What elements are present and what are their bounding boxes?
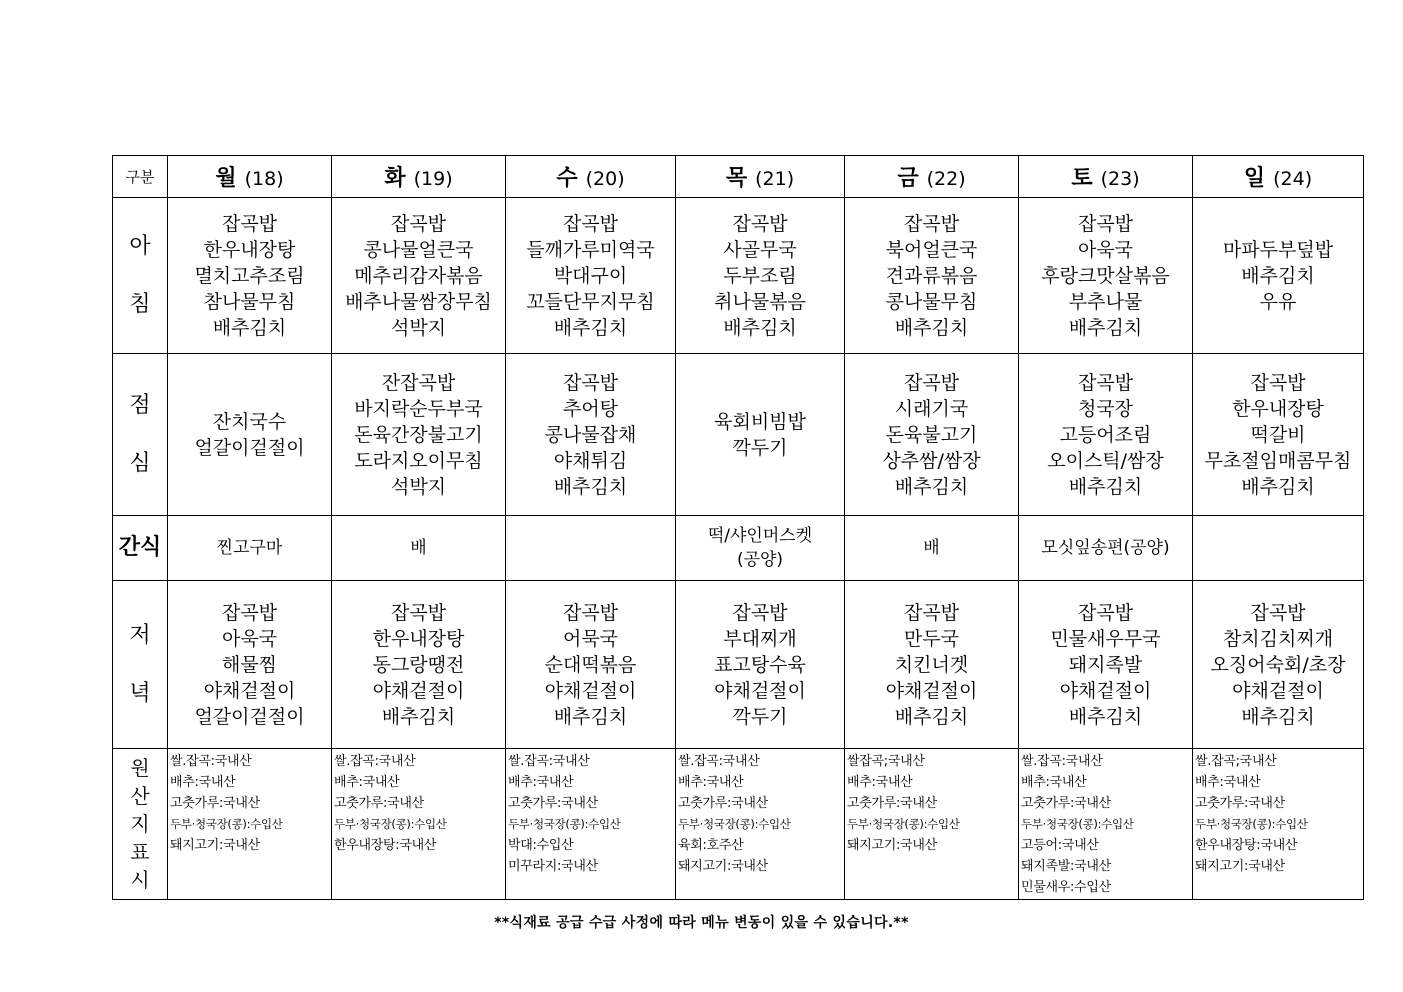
- menu-item: 잡곡밥: [1077, 371, 1134, 394]
- lunch-cell: [506, 354, 676, 516]
- lunch-cell: [1193, 354, 1364, 516]
- breakfast-cell: [845, 198, 1019, 354]
- breakfast-cell: [1193, 198, 1364, 354]
- menu-item: 잡곡밥: [903, 601, 960, 624]
- menu-item: 추어탕: [562, 397, 619, 420]
- menu-item: 부추나물: [1068, 290, 1143, 313]
- day-date: (21): [755, 168, 795, 190]
- menu-item: 배추김치: [381, 705, 456, 728]
- menu-item: 배추김치: [1241, 475, 1315, 498]
- label-char: 지: [130, 812, 150, 836]
- menu-item: 후랑크맛살볶음: [1041, 264, 1170, 287]
- day-header-wed: [506, 156, 676, 198]
- day-name: 토: [1071, 166, 1093, 191]
- lunch-cell: [1019, 354, 1193, 516]
- menu-item: 도라지오이무침: [354, 449, 483, 472]
- menu-item: 잡곡밥: [221, 601, 278, 624]
- day-header-mon: [168, 156, 332, 198]
- origin-cell: [332, 749, 506, 900]
- menu-item: 잡곡밥: [732, 601, 788, 624]
- snack-row: [113, 516, 1364, 581]
- menu-item: 야채튀김: [553, 449, 628, 472]
- dinner-cell: [1019, 581, 1193, 749]
- menu-item: 무초절임매콤무침: [1204, 449, 1352, 472]
- menu-item: (공양): [736, 550, 784, 570]
- menu-item: 콩나물잡채: [544, 423, 637, 446]
- menu-item: 석박지: [390, 475, 447, 498]
- menu-item: 깍두기: [732, 705, 788, 728]
- menu-item: 잔잡곡밥: [381, 371, 456, 394]
- menu-item: 잡곡밥: [562, 212, 619, 235]
- menu-item: 배추김치: [553, 705, 628, 728]
- origin-item: 두부·청국장(콩):수입산: [334, 817, 447, 831]
- origin-item: 배추:국내산: [334, 775, 400, 790]
- origin-item: 쌀잡곡;국내산: [847, 754, 925, 769]
- menu-item: 동그랑땡전: [372, 653, 465, 676]
- day-header-sat: [1019, 156, 1193, 198]
- origin-item: 돼지고기:국내산: [678, 859, 768, 874]
- menu-item: 메추리감자볶음: [354, 264, 483, 287]
- snack-cell: [1193, 516, 1364, 581]
- menu-item: 고등어조림: [1059, 423, 1152, 446]
- origin-item: 돼지고기:국내산: [1195, 859, 1285, 874]
- origin-item: 박대:수입산: [508, 838, 574, 853]
- snack-cell: [506, 516, 676, 581]
- menu-item: 잡곡밥: [221, 212, 278, 235]
- label-char: 점: [129, 392, 151, 418]
- menu-item: 잔치국수: [212, 410, 287, 433]
- menu-item: 들깨가루미역국: [526, 238, 655, 261]
- menu-item: 취나물볶음: [714, 290, 806, 313]
- menu-item: 잡곡밥: [562, 601, 619, 624]
- origin-item: 배추:국내산: [847, 775, 913, 790]
- origin-cell: [676, 749, 845, 900]
- origin-item: 두부·청국장(콩):수입산: [508, 817, 621, 831]
- origin-item: 미꾸라지:국내산: [508, 859, 598, 874]
- origin-item: 쌀.잡곡:국내산: [334, 754, 416, 769]
- menu-item: 표고탕수육: [714, 653, 806, 676]
- menu-item: 한우내장탕: [372, 627, 465, 650]
- label-char: 녁: [129, 680, 151, 706]
- menu-item: 아욱국: [221, 627, 278, 650]
- origin-item: 두부·청국장(콩):수입산: [1021, 817, 1134, 831]
- day-header-thu: [676, 156, 845, 198]
- day-name: 일: [1243, 166, 1266, 191]
- day-header-fri: [845, 156, 1019, 198]
- menu-item: 참나물무침: [203, 290, 296, 313]
- menu-item: 마파두부덮밥: [1222, 238, 1334, 261]
- menu-item: 배추김치: [894, 705, 969, 728]
- origin-item: 고춧가루:국내산: [334, 796, 424, 811]
- dinner-cell: [1193, 581, 1364, 749]
- origin-cell: [845, 749, 1019, 900]
- dinner-row: [113, 581, 1364, 749]
- origin-item: 쌀.잡곡:국내산: [170, 754, 252, 769]
- label-char: 침: [129, 291, 151, 317]
- lunch-cell: [676, 354, 845, 516]
- origin-item: 한우내장탕:국내산: [334, 838, 437, 853]
- breakfast-cell: [506, 198, 676, 354]
- dinner-cell: [676, 581, 845, 749]
- breakfast-cell: [332, 198, 506, 354]
- day-name: 목: [725, 166, 748, 191]
- origin-item: 두부·청국장(콩):수입산: [170, 817, 283, 831]
- menu-item: 오징어숙회/초장: [1210, 653, 1346, 676]
- origin-item: 쌀.잡곡:국내산: [1021, 754, 1103, 769]
- menu-item: 두부조림: [723, 264, 797, 287]
- menu-item: 잡곡밥: [732, 212, 788, 235]
- menu-item: 잡곡밥: [562, 371, 619, 394]
- snack-cell: [168, 516, 332, 581]
- menu-item: 육회비빔밥: [714, 410, 806, 433]
- menu-item: 모싯잎송편(공양): [1041, 538, 1170, 558]
- menu-item: 야채겉절이: [1232, 679, 1324, 702]
- menu-item: 순대떡볶음: [544, 653, 637, 676]
- origin-item: 민물새우:수입산: [1021, 880, 1111, 895]
- origin-item: 고춧가루:국내산: [170, 796, 260, 811]
- origin-item: 배추:국내산: [678, 775, 744, 790]
- origin-item: 고춧가루:국내산: [678, 796, 768, 811]
- breakfast-label: [113, 198, 168, 354]
- snack-cell: [332, 516, 506, 581]
- menu-item: 잡곡밥: [1250, 601, 1306, 624]
- breakfast-cell: [1019, 198, 1193, 354]
- menu-item: 찐고구마: [216, 538, 283, 558]
- origin-item: 돼지고기:국내산: [170, 838, 260, 853]
- menu-change-notice: **식재료 공급 수급 사정에 따라 메뉴 변동이 있을 수 있습니다.**: [494, 915, 909, 931]
- lunch-cell: [332, 354, 506, 516]
- day-header-sun: [1193, 156, 1364, 198]
- day-name: 화: [384, 166, 406, 191]
- menu-item: 민물새우무국: [1050, 627, 1161, 650]
- menu-item: 깍두기: [732, 436, 788, 459]
- menu-item: 얼갈이겉절이: [194, 705, 305, 728]
- menu-item: 잡곡밥: [1077, 601, 1134, 624]
- menu-item: 잡곡밥: [903, 371, 960, 394]
- origin-row: [113, 749, 1364, 900]
- menu-item: 콩나물무침: [885, 290, 978, 313]
- menu-item: 배: [410, 538, 427, 558]
- menu-item: 배: [923, 538, 940, 558]
- menu-item: 부대찌개: [723, 627, 797, 650]
- menu-item: 떡갈비: [1250, 423, 1306, 446]
- menu-item: 해물찜: [221, 653, 278, 676]
- day-date: (23): [1100, 168, 1140, 190]
- day-name: 월: [215, 166, 237, 191]
- menu-item: 배추김치: [1068, 475, 1143, 498]
- menu-item: 북어얼큰국: [885, 238, 978, 261]
- menu-item: 석박지: [390, 316, 447, 339]
- menu-item: 배추김치: [212, 316, 287, 339]
- origin-label: [113, 749, 168, 900]
- menu-item: 배추김치: [1068, 705, 1143, 728]
- menu-item: 배추김치: [894, 475, 969, 498]
- lunch-cell: [168, 354, 332, 516]
- menu-item: 한우내장탕: [1232, 397, 1324, 420]
- menu-item: 야채겉절이: [1059, 679, 1152, 702]
- snack-cell: [676, 516, 845, 581]
- dinner-cell: [168, 581, 332, 749]
- lunch-label: [113, 354, 168, 516]
- menu-item: 잡곡밥: [903, 212, 960, 235]
- origin-cell: [168, 749, 332, 900]
- menu-item: 잡곡밥: [1077, 212, 1134, 235]
- menu-item: 콩나물얼큰국: [363, 238, 474, 261]
- category-header: 구분: [113, 156, 168, 198]
- menu-item: 잡곡밥: [390, 212, 447, 235]
- lunch-row: [113, 354, 1364, 516]
- menu-item: 얼갈이겉절이: [194, 436, 305, 459]
- menu-item: 사골무국: [723, 238, 797, 261]
- weekly-menu-table: [112, 155, 1364, 900]
- day-header-tue: [332, 156, 506, 198]
- snack-cell: [1019, 516, 1193, 581]
- day-name: 수: [556, 166, 578, 191]
- origin-item: 두부·청국장(콩):수입산: [678, 817, 791, 831]
- dinner-cell: [332, 581, 506, 749]
- menu-item: 야채겉절이: [203, 679, 296, 702]
- label-char: 산: [130, 784, 150, 808]
- menu-item: 시래기국: [894, 397, 969, 420]
- origin-item: 쌀.잡곡:국내산: [678, 754, 760, 769]
- menu-item: 아욱국: [1077, 238, 1134, 261]
- menu-item: 견과류볶음: [885, 264, 978, 287]
- menu-item: 야채겉절이: [885, 679, 978, 702]
- breakfast-cell: [676, 198, 845, 354]
- menu-item: 잡곡밥: [1250, 371, 1306, 394]
- origin-item: 배추:국내산: [1195, 775, 1261, 790]
- lunch-cell: [845, 354, 1019, 516]
- origin-item: 고등어:국내산: [1021, 838, 1099, 853]
- origin-item: 쌀.잡곡:국내산: [508, 754, 590, 769]
- breakfast-cell: [168, 198, 332, 354]
- header-row: [113, 156, 1364, 198]
- menu-item: 잡곡밥: [390, 601, 447, 624]
- label-char: 아: [129, 233, 151, 259]
- label-char: 심: [129, 450, 151, 476]
- day-date: (18): [244, 168, 284, 190]
- menu-item: 어묵국: [562, 627, 619, 650]
- menu-item: 치킨너겟: [894, 653, 969, 676]
- origin-item: 한우내장탕:국내산: [1195, 838, 1298, 853]
- origin-item: 두부·청국장(콩):수입산: [847, 817, 960, 831]
- label-char: 저: [129, 622, 151, 648]
- menu-item: 청국장: [1077, 397, 1134, 420]
- menu-item: 상추쌈/쌈장: [882, 449, 981, 472]
- origin-item: 배추:국내산: [508, 775, 574, 790]
- menu-item: 배추김치: [1068, 316, 1143, 339]
- snack-label: 간식: [113, 516, 168, 581]
- origin-item: 쌀.잡곡;국내산: [1195, 754, 1277, 769]
- day-date: (19): [413, 168, 453, 190]
- menu-item: 야채겉절이: [372, 679, 465, 702]
- origin-item: 배추:국내산: [170, 775, 236, 790]
- dinner-label: [113, 581, 168, 749]
- menu-item: 돈육간장불고기: [354, 423, 483, 446]
- label-char: 원: [130, 756, 150, 780]
- menu-item: 배추김치: [723, 316, 797, 339]
- menu-item: 배추나물쌈장무침: [345, 290, 492, 313]
- origin-cell: [1019, 749, 1193, 900]
- day-date: (22): [926, 168, 966, 190]
- menu-item: 돼지족발: [1068, 653, 1143, 676]
- menu-item: 배추김치: [1241, 264, 1315, 287]
- origin-cell: [1193, 749, 1364, 900]
- origin-item: 두부·청국장(콩):수입산: [1195, 817, 1308, 831]
- origin-cell: [506, 749, 676, 900]
- origin-item: 고춧가루:국내산: [847, 796, 937, 811]
- menu-item: 떡/샤인머스켓: [707, 526, 813, 546]
- menu-item: 참치김치찌개: [1222, 627, 1334, 650]
- menu-item: 야채겉절이: [714, 679, 806, 702]
- menu-item: 꼬들단무지무침: [526, 290, 655, 313]
- menu-item: 우유: [1259, 290, 1297, 313]
- day-date: (20): [585, 168, 625, 190]
- menu-item: 멸치고추조림: [194, 264, 305, 287]
- origin-item: 배추:국내산: [1021, 775, 1087, 790]
- menu-item: 배추김치: [553, 316, 628, 339]
- menu-item: 박대구이: [553, 264, 628, 287]
- origin-item: 돼지족발:국내산: [1021, 859, 1111, 874]
- origin-item: 육회:호주산: [678, 838, 744, 853]
- label-char: 표: [130, 840, 150, 864]
- menu-item: 오이스틱/쌈장: [1047, 449, 1164, 472]
- menu-item: 배추김치: [1241, 705, 1315, 728]
- menu-item: 만두국: [903, 627, 960, 650]
- origin-item: 고춧가루:국내산: [1021, 796, 1111, 811]
- menu-item: 배추김치: [553, 475, 628, 498]
- breakfast-row: [113, 198, 1364, 354]
- menu-item: 배추김치: [894, 316, 969, 339]
- label-char: 시: [130, 868, 150, 892]
- menu-item: 야채겉절이: [544, 679, 637, 702]
- menu-item: 바지락순두부국: [354, 397, 483, 420]
- day-date: (24): [1273, 168, 1313, 190]
- day-name: 금: [897, 166, 919, 191]
- origin-item: 고춧가루:국내산: [1195, 796, 1285, 811]
- dinner-cell: [845, 581, 1019, 749]
- menu-item: 돈육불고기: [885, 423, 978, 446]
- snack-cell: [845, 516, 1019, 581]
- menu-item: 한우내장탕: [203, 238, 296, 261]
- origin-item: 고춧가루:국내산: [508, 796, 598, 811]
- dinner-cell: [506, 581, 676, 749]
- origin-item: 돼지고기:국내산: [847, 838, 937, 853]
